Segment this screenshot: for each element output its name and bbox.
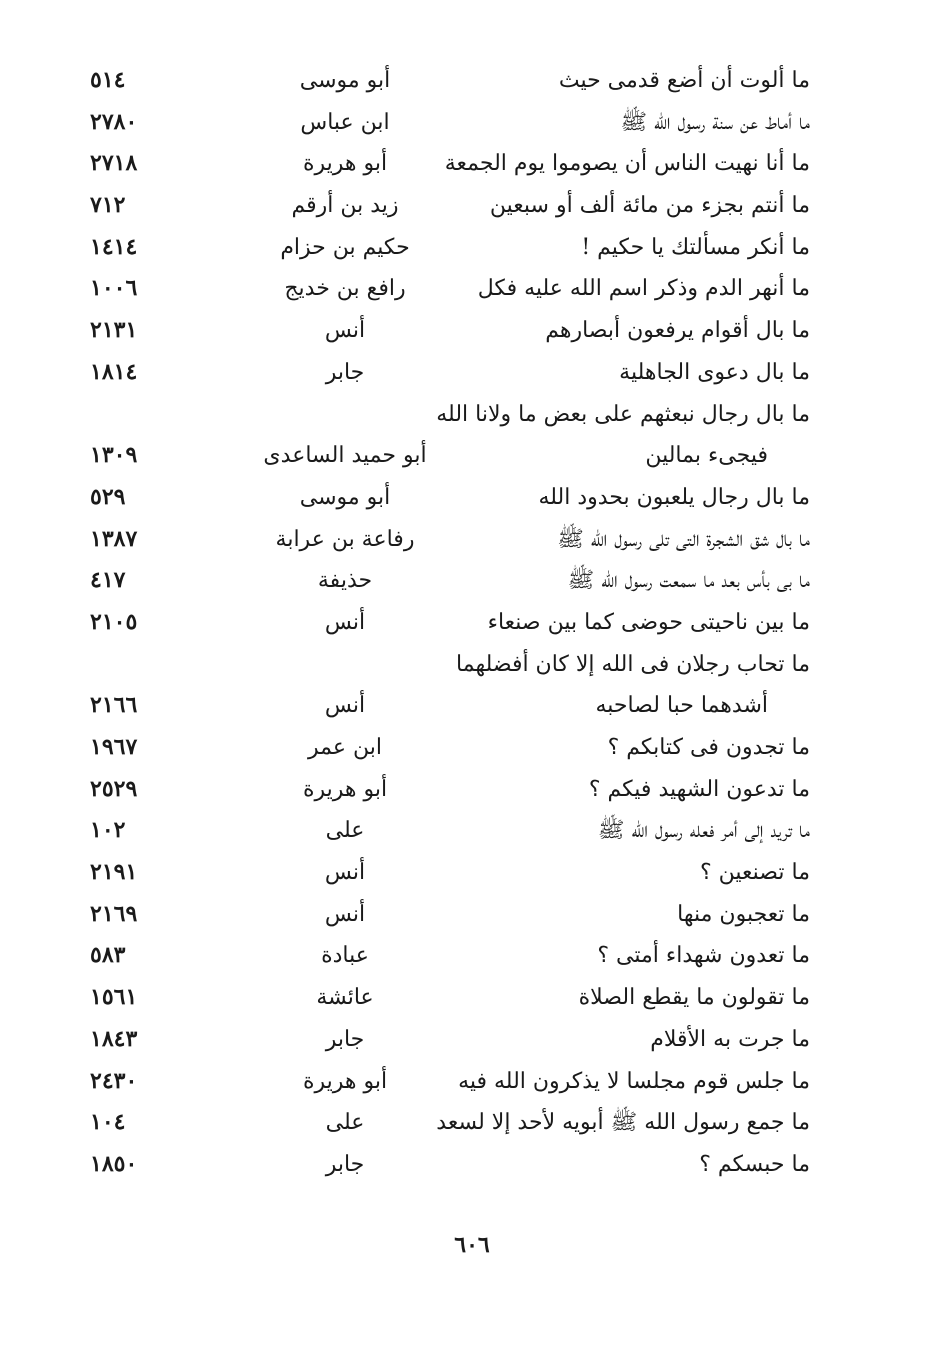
index-row [90,894,810,936]
hadith-number: ٥١٤ [90,67,126,93]
index-row [90,310,810,352]
narrator-name: أبو موسى [299,68,391,93]
index-row [90,560,810,602]
hadith-text: ما جلس قوم مجلسا لا يذكرون الله فيه [458,1068,810,1094]
hadith-index-table [90,60,810,1186]
index-row [90,602,810,644]
hadith-number: ٢٤٣٠ [90,1067,138,1094]
index-row [90,60,810,102]
narrator-name: ابن عمر [308,735,382,760]
narrator-name: أنس [324,609,366,635]
hadith-text: ما بين ناحيتى حوضى كما بين صنعاء [487,609,810,635]
index-row [90,644,810,686]
hadith-text: فيجىء بمالين [645,443,768,469]
narrator-name: أبو هريرة [302,1068,388,1094]
hadith-number: ٢٧١٨ [90,150,138,177]
hadith-text: ما تحاب رجلان فى الله إلا كان أفضلهما [456,651,810,677]
narrator-name: حكيم بن حزام [280,234,410,260]
index-row [90,1061,810,1103]
hadith-number: ١٩٦٧ [90,734,138,760]
hadith-number: ١٣٨٧ [90,525,138,552]
index-row [90,685,810,727]
index-row [90,1102,810,1144]
hadith-text: ما أنا نهيت الناس أن يصوموا يوم الجمعة [444,151,810,177]
hadith-text: ما تصنعين ؟ [700,860,810,886]
hadith-text: ما بال دعوى الجاهلية [619,359,810,385]
hadith-number: ٢١٩١ [90,859,138,886]
hadith-number: ١٠٠٦ [90,275,138,302]
narrator-name: أنس [324,693,366,719]
hadith-number: ١٨١٤ [90,358,138,385]
hadith-number: ٢٧٨٠ [90,108,138,135]
index-row [90,810,810,852]
index-row [90,935,810,977]
hadith-number: ٢١٦٩ [90,900,138,927]
index-row [90,727,810,769]
hadith-number: ٢١٠٥ [90,608,138,635]
index-row [90,1144,810,1186]
index-row [90,769,810,811]
hadith-number: ٢٥٢٩ [90,775,138,802]
narrator-name: أنس [324,318,366,344]
narrator-name: عبادة [321,943,369,969]
narrator-name: أنس [324,901,366,927]
narrator-name: رافع بن خديج [284,276,406,302]
hadith-number: ١٨٥٠ [90,1150,138,1177]
index-row [90,519,810,561]
narrator-name: جابر [325,1026,365,1052]
narrator-name: جابر [325,359,365,385]
index-row [90,185,810,227]
narrator-name: زيد بن أرقم [291,193,399,219]
index-row [90,227,810,269]
hadith-text: ما حبسكم ؟ [699,1151,810,1177]
hadith-number: ٤١٧ [90,567,126,594]
hadith-number: ٧١٢ [90,192,126,219]
index-row [90,394,810,436]
hadith-text: ما بال رجال يلعبون بحدود الله [538,484,810,510]
hadith-number: ٥٢٩ [90,483,126,510]
hadith-text: ما أنكر مسألتك يا حكيم ! [581,234,810,260]
index-row [90,435,810,477]
hadith-number: ١٤١٤ [90,233,138,260]
hadith-text: ما تعجبون منها [677,901,810,927]
narrator-name: أبو هريرة [302,776,388,802]
index-row [90,977,810,1019]
index-row [90,143,810,185]
hadith-text: ما تريد إلى أمر فعله رسول الله ﷺ [597,818,810,844]
hadith-number: ٢١٦٦ [90,692,138,719]
page-number: ٦٠٦ [454,1232,490,1258]
hadith-text: ما أماط عن سنة رسول الله ﷺ [620,109,810,135]
index-row [90,477,810,519]
hadith-number: ١٠٢ [90,817,126,844]
narrator-name: أبو حميد الساعدى [263,443,427,469]
hadith-number: ٢١٣١ [90,317,138,344]
hadith-text: ما تدعون الشهيد فيكم ؟ [588,776,810,802]
hadith-text: ما تقولون ما يقطع الصلاة [578,985,810,1011]
hadith-text: ما أنتم بجزء من مائة ألف أو سبعين [489,193,810,219]
index-row [90,1019,810,1061]
narrator-name: على [325,1110,365,1136]
hadith-text: أشدهما حبا لصاحبه [595,693,768,719]
narrator-name: عائشة [316,985,374,1011]
index-row [90,268,810,310]
index-row [90,102,810,144]
narrator-name: جابر [325,1151,365,1177]
index-row [90,852,810,894]
narrator-name: أنس [324,860,366,886]
narrator-name: أبو موسى [299,484,391,510]
hadith-number: ١٣٠٩ [90,442,138,469]
hadith-text: ما ألوت أن أضع قدمى حيث [558,68,810,93]
narrator-name: رفاعة بن عرابة [275,526,415,552]
narrator-name: حذيفة [317,568,373,594]
hadith-text: ما بى بأس بعد ما سمعت رسول الله ﷺ [567,568,810,594]
hadith-number: ٥٨٣ [90,942,126,969]
hadith-text: ما بال شق الشجرة التى تلى رسول الله ﷺ [557,526,810,552]
index-row [90,352,810,394]
hadith-text: ما تعدون شهداء أمتى ؟ [597,943,810,969]
hadith-text: ما جمع رسول الله ﷺ أبويه لأحد إلا لسعد [436,1110,810,1136]
hadith-text: ما بال رجال نبعثهم على بعض ما ولانا الله [436,401,810,427]
hadith-number: ١٠٤ [90,1109,126,1136]
narrator-name: على [325,818,365,844]
hadith-text: ما جرت به الأقلام [650,1026,810,1052]
narrator-name: أبو هريرة [302,151,388,177]
hadith-number: ١٨٤٣ [90,1025,138,1052]
hadith-number: ١٥٦١ [90,984,138,1011]
hadith-text: ما بال أقوام يرفعون أبصارهم [545,318,810,344]
hadith-text: ما تجدون فى كتابكم ؟ [607,735,810,760]
narrator-name: ابن عباس [300,109,390,135]
hadith-text: ما أنهر الدم وذكر اسم الله عليه فكل [477,276,810,302]
